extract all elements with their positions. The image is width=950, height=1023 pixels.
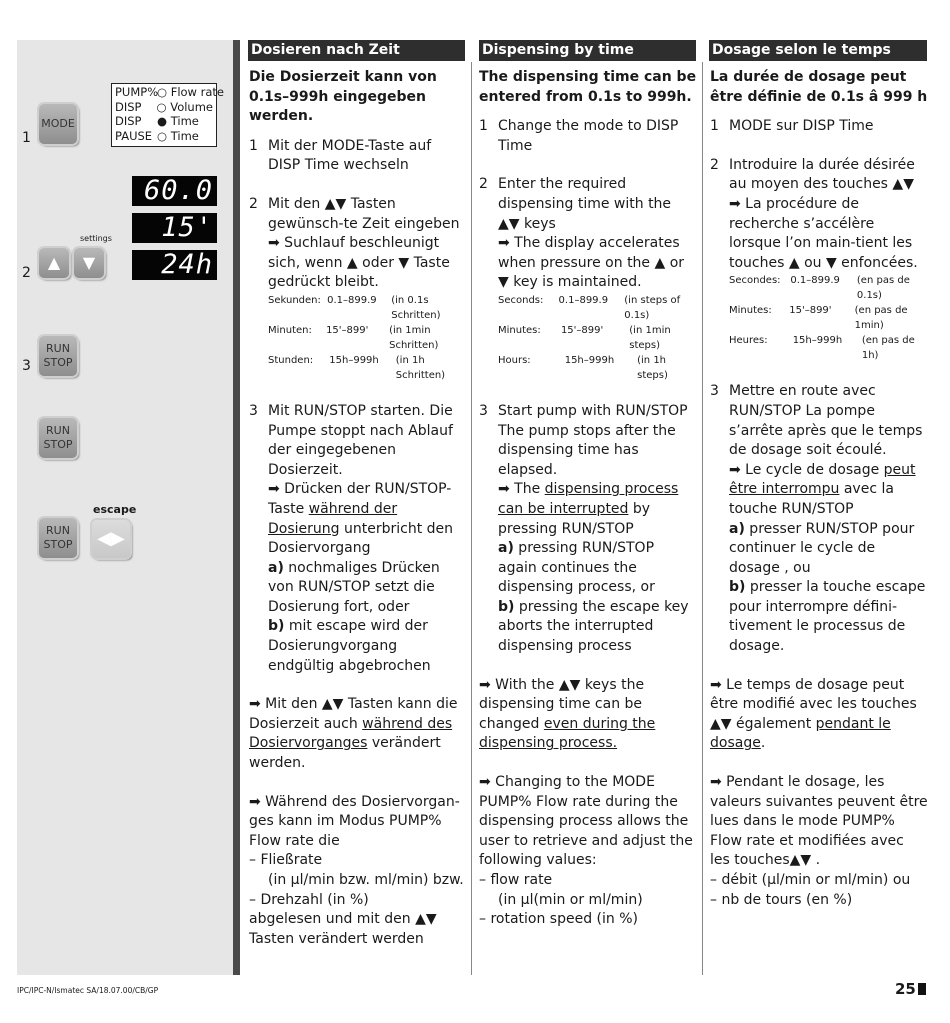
range-table: Seconds: 0.1–899.9 (in steps of 0.1s) Minutes: 15'–899' (in 1min steps) Hours: 15h–999h (in 1h steps) [498, 294, 681, 381]
triangle-up-icon: ▲ [47, 253, 61, 272]
column-fr [710, 68, 928, 929]
step-number-1: 1 [22, 130, 31, 146]
lead-text: The dispensing time can be entered from 0.1s to 999h. [479, 69, 697, 105]
lead-text: La durée de dosage peut être définie de 0.1s â 999 h [710, 69, 928, 105]
mode-row: PUMP% ○ Flow rate [115, 85, 224, 99]
step-3: 3 Mit RUN/STOP starten. Die Pumpe stoppt nach Ablauf der eingegebenen Dosierzeit. ➡ Drücken der RUN/STOP-Taste während der Dosierung unterbricht den Dosiervorgang a) nochmaliges Drücken von RUN/STOP setzt die Dosierung fort, oder b) mit escape wird der Dosierungvorgang endgültig abgebrochen [249, 402, 454, 674]
mode-button-label: MODE [41, 117, 75, 130]
left-right-arrows-icon: ◀▶ [97, 528, 125, 549]
display-seconds: 60.0 [132, 176, 217, 206]
header-fr: Dosage selon le temps [709, 40, 927, 61]
page-number: 25 [895, 980, 916, 998]
column-de [249, 68, 467, 968]
range-table: Secondes: 0.1–899.9 (en pas de 0.1s) Minutes: 15'–899' (en pas de 1min) Heures: 15h–999h (en pas de 1h) [729, 275, 915, 362]
step-1: 1 Change the mode to DISP Time [479, 118, 679, 154]
escape-label: escape [93, 503, 137, 516]
range-table: Sekunden: 0.1–899.9 (in 0.1s Schritten) Minuten: 15'–899' (in 1min Schritten) Stunden: 15h–999h (in 1h Schritten) [268, 294, 446, 381]
page-marker [918, 983, 926, 995]
note-2: ➡ Changing to the MODE PUMP% Flow rate during the dispensing process allows the user to retrieve and adjust the following values: – flow rate (in µl(min or ml/min) – rotation speed (in %) [479, 774, 693, 928]
note-1: ➡ With the ▲▼ keys the dispensing time can be changed even during the dispensing process. [479, 676, 656, 752]
step-3: 3 Mettre en route avec RUN/STOP La pompe s’arrête après que le temps de dosage soit écoulé. ➡ Le cycle de dosage peut être interrompu avec la touche RUN/STOP a) presser RUN/STOP pour continuer le cycle de dosage , ou b) presser la touche escape pour interrompre défini-tivement le processus de dosage. [710, 383, 926, 655]
up-button[interactable] [39, 248, 69, 278]
step-number-3: 3 [22, 358, 31, 374]
step-3: 3 Start pump with RUN/STOP The pump stops after the dispensing time has elapsed. ➡ The dispensing process can be interrupted by pressing RUN/STOP a) pressing RUN/STOP again continues the dispensing process, or b) pressing the escape key aborts the interrupted dispensing process [479, 402, 689, 655]
escape-button[interactable] [92, 520, 130, 558]
run-stop-button[interactable]: RUN STOP [39, 418, 77, 458]
note-2: ➡ Pendant le dosage, les valeurs suivantes peuvent être lues dans le mode PUMP% Flow rate et modifiées avec les touches▲▼ . – débit (µl/min or ml/min) ou – nb de tours (en %) [710, 774, 928, 908]
run-stop-button[interactable]: RUN STOP [39, 336, 77, 376]
step-2: 2 Introduire la durée désirée au moyen des touches ▲▼ ➡ La procédure de recherche s’accélère lorsque l’on main-tient les touches ▲ ou ▼ enfoncées. Secondes: 0.1–899.9 (en pas de 0.1s) Minutes: 15'–899' (en pas de 1min) Heures: 15h–999h (en pas de 1h) [710, 156, 928, 364]
column-rule [471, 62, 472, 975]
step-2: 2 Mit den ▲▼ Tasten gewünsch-te Zeit eingeben ➡ Suchlauf beschleunigt sich, wenn ▲ oder ▼ Taste gedrückt bleibt. Sekunden: 0.1–899.9 (in 0.1s Schritten) Minuten: 15'–899' (in 1min Schritten) Stunden: 15h–999h (in 1h Schritten) [249, 195, 467, 383]
display-minutes: 15' [132, 213, 217, 243]
column-en [479, 68, 697, 949]
step-1: 1 MODE sur DISP Time [710, 118, 874, 135]
mode-list [111, 83, 224, 147]
footer-reference: IPC/IPC-N/Ismatec SA/18.07.00/CB/GP [17, 986, 159, 995]
header-de: Dosieren nach Zeit [248, 40, 465, 61]
panel-divider [233, 40, 240, 975]
triangle-down-icon: ▼ [82, 253, 96, 272]
mode-row: DISP ● Time [115, 114, 199, 128]
run-stop-button[interactable]: RUN STOP [39, 518, 77, 558]
header-en: Dispensing by time [479, 40, 696, 61]
mode-row: PAUSE ○ Time [115, 128, 199, 143]
display-hours: 24h [132, 250, 217, 280]
settings-label: settings [80, 234, 112, 243]
note-1: ➡ Mit den ▲▼ Tasten kann die Dosierzeit auch während des Dosiervorganges verändert werden. [249, 696, 458, 772]
mode-button[interactable] [39, 104, 77, 144]
mode-row: DISP ○ Volume [115, 99, 213, 114]
note-2: ➡ Während des Dosiervorgan-ges kann im Modus PUMP% Flow rate die – Fließrate (in µl/min bzw. ml/min) bzw. – Drehzahl (in %) abgelesen und mit den ▲▼ Tasten verändert werden [249, 793, 464, 947]
step-2: 2 Enter the required dispensing time with the ▲▼ keys ➡ The display accelerates when pressure on the ▲ or ▼ key is maintained. Seconds: 0.1–899.9 (in steps of 0.1s) Minutes: 15'–899' (in 1min steps) Hours: 15h–999h (in 1h steps) [479, 175, 697, 383]
step-number-2: 2 [22, 265, 31, 281]
lead-text: Die Dosierzeit kann von 0.1s–999h eingegeben werden. [249, 69, 437, 125]
step-1: 1 Mit der MODE-Taste auf DISP Time wechseln [249, 137, 432, 174]
down-button[interactable] [74, 248, 104, 278]
note-1: ➡ Le temps de dosage peut être modifié avec les touches ▲▼ également pendant le dosage. [710, 676, 917, 752]
column-rule [702, 62, 703, 975]
